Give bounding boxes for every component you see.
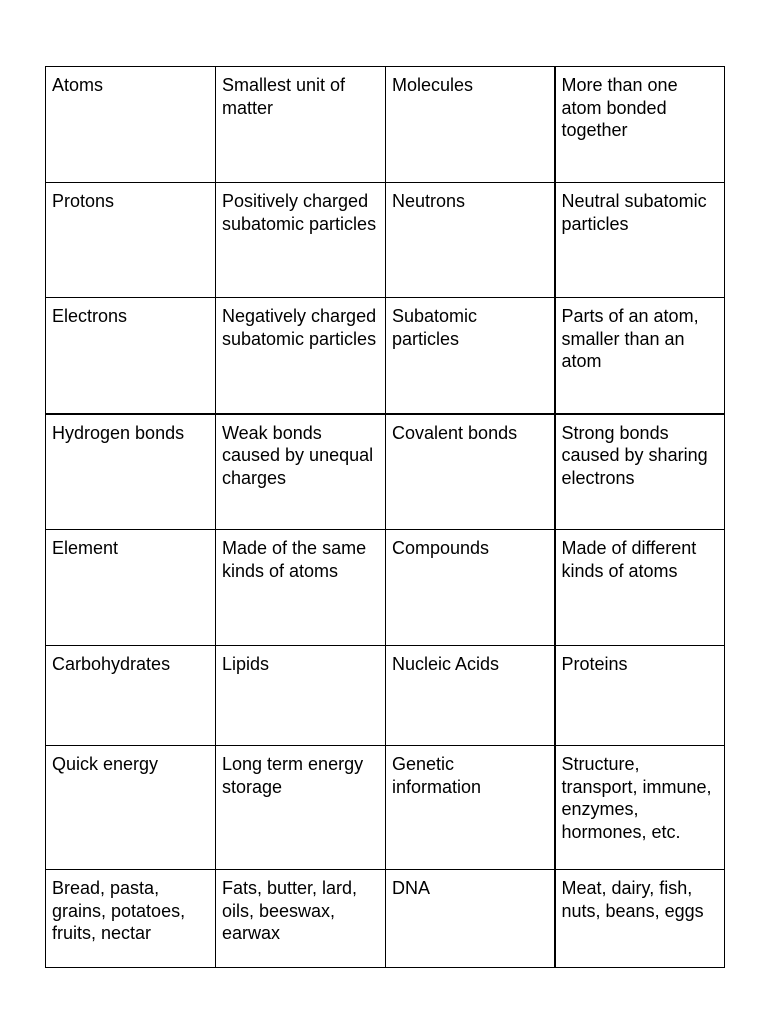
table-cell: DNA [386, 870, 555, 968]
table-cell: Compounds [386, 530, 555, 646]
table-cell: Made of different kinds of atoms [555, 530, 725, 646]
table-cell: Electrons [46, 298, 216, 414]
table-cell: Hydrogen bonds [46, 414, 216, 530]
table-cell: Smallest unit of matter [216, 67, 386, 183]
table-cell: Subatomic particles [386, 298, 555, 414]
table-cell: Covalent bonds [386, 414, 555, 530]
table-row [46, 870, 725, 968]
table-cell: Lipids [216, 646, 386, 746]
table-row [46, 530, 725, 646]
table-row [46, 298, 725, 414]
table-row [46, 414, 725, 530]
table-cell: Quick energy [46, 746, 216, 870]
table-cell: Genetic information [386, 746, 555, 870]
table-cell: Weak bonds caused by unequal charges [216, 414, 386, 530]
table-cell: Molecules [386, 67, 555, 183]
table-cell: Neutral subatomic particles [555, 183, 725, 298]
table-cell: Atoms [46, 67, 216, 183]
table-cell: Negatively charged subatomic particles [216, 298, 386, 414]
table-cell: Strong bonds caused by sharing electrons [555, 414, 725, 530]
table-row [46, 67, 725, 183]
table-cell: Nucleic Acids [386, 646, 555, 746]
table-cell: Neutrons [386, 183, 555, 298]
vocabulary-card-table [45, 66, 725, 968]
table-cell: Long term energy storage [216, 746, 386, 870]
table-cell: Proteins [555, 646, 725, 746]
table-row [46, 646, 725, 746]
table-cell: Protons [46, 183, 216, 298]
table-cell: More than one atom bonded together [555, 67, 725, 183]
table-cell: Parts of an atom, smaller than an atom [555, 298, 725, 414]
table-cell: Element [46, 530, 216, 646]
table-cell: Meat, dairy, fish, nuts, beans, eggs [555, 870, 725, 968]
table-cell: Made of the same kinds of atoms [216, 530, 386, 646]
table-row [46, 746, 725, 870]
table-cell: Positively charged subatomic particles [216, 183, 386, 298]
table-cell: Bread, pasta, grains, potatoes, fruits, nectar [46, 870, 216, 968]
table-cell: Fats, butter, lard, oils, beeswax, earwax [216, 870, 386, 968]
table-row [46, 183, 725, 298]
table-cell: Structure, transport, immune, enzymes, hormones, etc. [555, 746, 725, 870]
table-cell: Carbohydrates [46, 646, 216, 746]
